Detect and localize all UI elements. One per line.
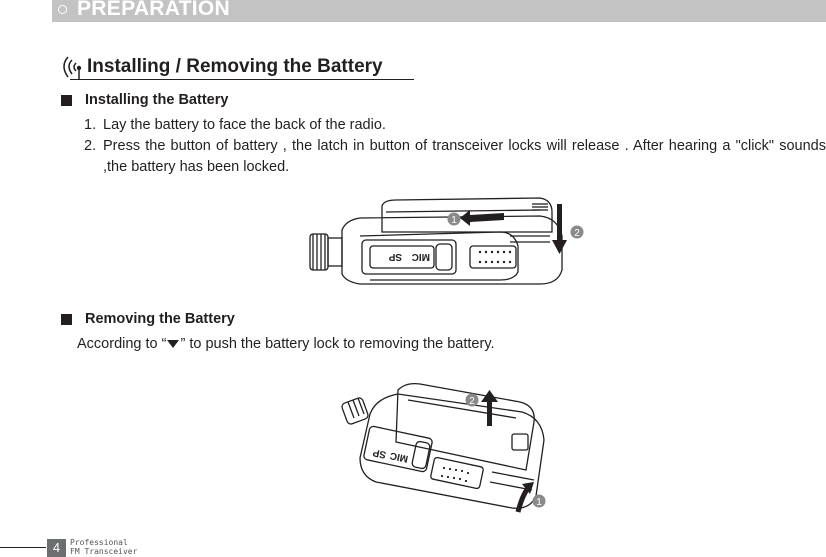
step-number: 1. bbox=[84, 117, 97, 133]
install-step-2 bbox=[84, 136, 826, 178]
badge-label: 2 bbox=[574, 228, 580, 239]
install-battery-illustration bbox=[300, 192, 590, 292]
remove-battery-illustration bbox=[336, 378, 556, 518]
install-bullet-icon bbox=[61, 95, 72, 106]
header-bullet-icon bbox=[58, 5, 67, 14]
remove-instruction bbox=[77, 334, 817, 355]
sp-label: SP bbox=[371, 446, 388, 460]
remove-heading: Removing the Battery bbox=[85, 311, 235, 327]
curved-arrow-icon bbox=[518, 488, 528, 512]
mic-label: MIC bbox=[411, 251, 430, 262]
section-title-block bbox=[58, 53, 414, 83]
badge-label: 2 bbox=[469, 396, 475, 407]
step-number: 2. bbox=[84, 138, 97, 154]
remove-text-before: According to “ bbox=[77, 336, 167, 352]
footer-line-2: FM Transceiver bbox=[70, 547, 138, 556]
arrow-left-icon bbox=[460, 210, 504, 226]
footer-rule bbox=[0, 547, 46, 548]
remove-bullet-icon bbox=[61, 314, 72, 325]
page-title: PREPARATION bbox=[77, 0, 231, 20]
footer-line-1: Professional bbox=[70, 538, 128, 547]
triangle-down-icon bbox=[167, 340, 179, 348]
page-number: 4 bbox=[47, 539, 66, 557]
section-underline bbox=[70, 79, 414, 80]
sp-label: SP bbox=[388, 251, 402, 262]
install-step-1 bbox=[84, 115, 826, 136]
badge-label: 1 bbox=[536, 497, 542, 508]
header-bar bbox=[52, 0, 826, 22]
remove-text-after: ” to push the battery lock to removing the battery. bbox=[180, 336, 495, 352]
mic-label: MIC bbox=[389, 449, 410, 464]
step-text: Press the button of battery , the latch in button of transceiver locks will release . After hearing a "click" sounds ,the battery has been locked. bbox=[103, 138, 826, 175]
install-heading: Installing the Battery bbox=[85, 92, 229, 108]
arrow-down-icon bbox=[552, 204, 567, 254]
step-text: Lay the battery to face the back of the radio. bbox=[103, 117, 386, 133]
section-title: Installing / Removing the Battery bbox=[87, 56, 383, 77]
badge-label: 1 bbox=[451, 215, 457, 226]
